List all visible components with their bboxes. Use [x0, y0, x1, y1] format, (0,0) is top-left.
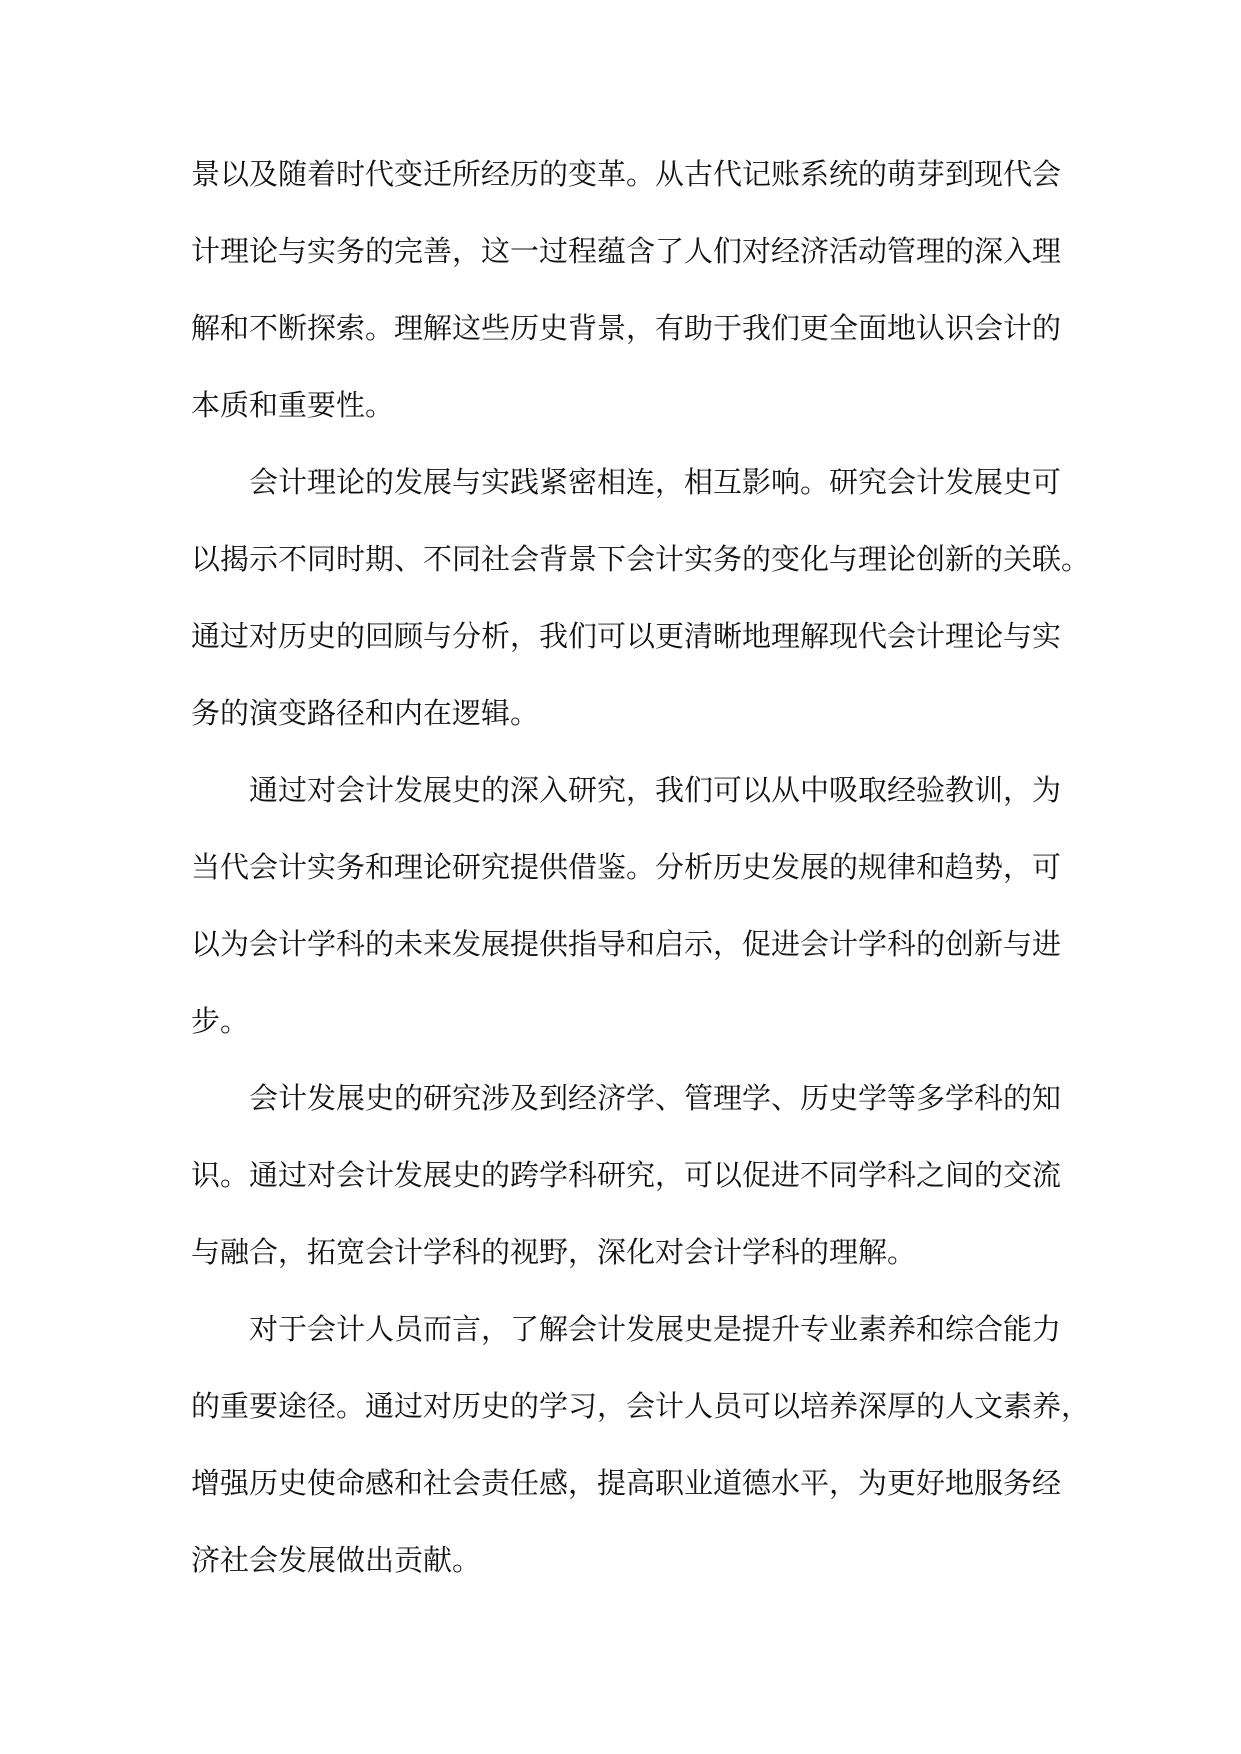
paragraph-line: 以揭示不同时期、不同社会背景下会计实务的变化与理论创新的关联。: [191, 542, 1091, 576]
paragraph-line: 通过对会计发展史的深入研究，我们可以从中吸取经验教训，为: [249, 773, 1062, 807]
paragraph-line: 步。: [191, 1004, 250, 1038]
paragraph-5: [191, 1305, 1091, 1613]
paragraph-line: 的重要途径。通过对历史的学习，会计人员可以培养深厚的人文素养，: [191, 1389, 1091, 1423]
paragraph-2: [191, 458, 1091, 766]
paragraph-line: 对于会计人员而言，了解会计发展史是提升专业素养和综合能力: [249, 1312, 1062, 1346]
paragraph-line: 以为会计学科的未来发展提供指导和启示，促进会计学科的创新与进: [191, 927, 1062, 961]
paragraph-1: [191, 150, 1062, 458]
paragraph-line: 会计发展史的研究涉及到经济学、管理学、历史学等多学科的知: [249, 1081, 1062, 1115]
paragraph-line: 与融合，拓宽会计学科的视野，深化对会计学科的理解。: [191, 1235, 917, 1269]
document-body: [191, 150, 1091, 1613]
paragraph-line: 本质和重要性。: [191, 388, 395, 422]
paragraph-4: [191, 1074, 1062, 1305]
paragraph-line: 当代会计实务和理论研究提供借鉴。分析历史发展的规律和趋势，可: [191, 850, 1062, 884]
paragraph-3: [191, 766, 1062, 1074]
paragraph-line: 会计理论的发展与实践紧密相连，相互影响。研究会计发展史可: [249, 465, 1062, 499]
paragraph-line: 务的演变路径和内在逻辑。: [191, 696, 540, 730]
paragraph-line: 景以及随着时代变迁所经历的变革。从古代记账系统的萌芽到现代会: [191, 157, 1062, 191]
paragraph-line: 济社会发展做出贡献。: [191, 1543, 482, 1577]
paragraph-line: 增强历史使命感和社会责任感，提高职业道德水平，为更好地服务经: [191, 1466, 1062, 1500]
paragraph-line: 识。通过对会计发展史的跨学科研究，可以促进不同学科之间的交流: [191, 1158, 1062, 1192]
paragraph-line: 通过对历史的回顾与分析，我们可以更清晰地理解现代会计理论与实: [191, 619, 1062, 653]
paragraph-line: 计理论与实务的完善，这一过程蕴含了人们对经济活动管理的深入理: [191, 234, 1062, 268]
paragraph-line: 解和不断探索。理解这些历史背景，有助于我们更全面地认识会计的: [191, 311, 1062, 345]
